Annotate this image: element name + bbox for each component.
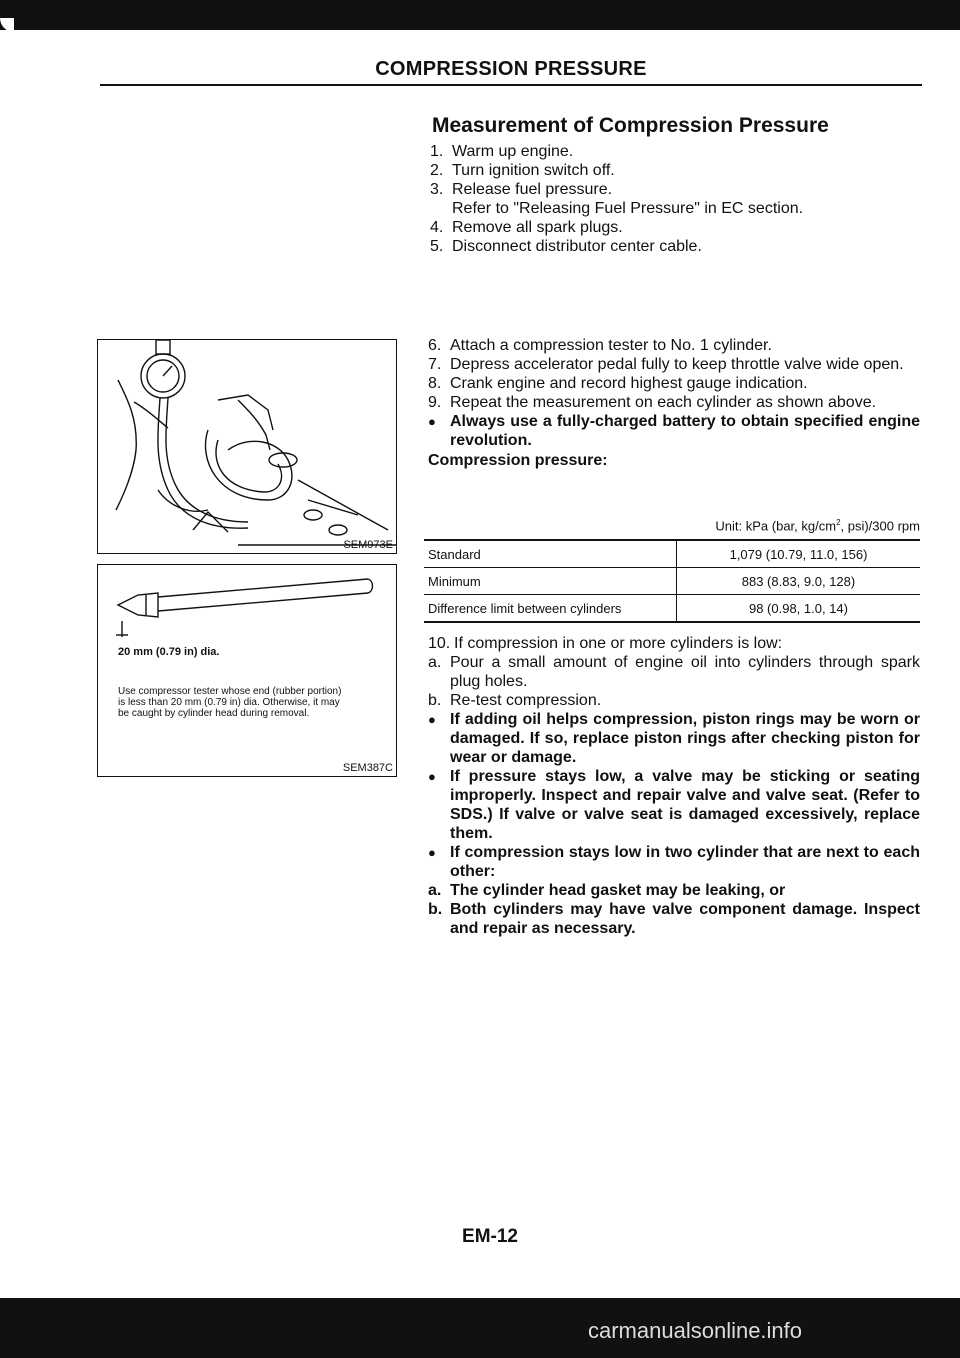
bullet-item: ● If compression stays low in two cylinder that are next to each other: (428, 844, 920, 880)
page-number: EM-12 (462, 1226, 518, 1247)
step-item: 10. If compression in one or more cylinders is low: (428, 635, 783, 652)
dimension-label: 20 mm (0.79 in) dia. (118, 646, 220, 658)
steps-list-2 (428, 336, 920, 470)
step-item: b. Both cylinders may have valve component damage. Inspect and repair as necessary. (428, 901, 920, 937)
compression-tester-figure (97, 339, 397, 554)
step-item: 9. Repeat the measurement on each cylinder as shown above. (428, 394, 877, 411)
step-item: 8. Crank engine and record highest gauge indication. (428, 375, 808, 392)
row-value: 1,079 (10.79, 11.0, 156) (677, 540, 921, 568)
step-item: b. Re-test compression. (428, 692, 602, 709)
step-item: 2. Turn ignition switch off. (430, 162, 615, 179)
page-title: COMPRESSION PRESSURE (375, 58, 647, 80)
step-item: 5. Disconnect distributor center cable. (430, 238, 702, 255)
watermark: carmanualsonline.info (588, 1318, 803, 1343)
compression-spec-table (424, 518, 920, 623)
steps-list-1 (430, 142, 910, 256)
step-item: a. The cylinder head gasket may be leaking, or (428, 882, 786, 899)
bottom-black-band (0, 1298, 960, 1358)
compression-tester-illustration (98, 340, 396, 553)
tester-tip-figure (97, 564, 397, 777)
title-rule (100, 84, 922, 86)
top-black-band (0, 0, 960, 30)
bullet-item: ● Always use a fully-charged battery to obtain specified engine revolution. (428, 413, 920, 449)
table-row (424, 540, 920, 568)
step-item: a. Pour a small amount of engine oil into cylinders through spark plug holes. (428, 654, 920, 690)
figure-code: SEM387C (342, 762, 393, 774)
steps-list-3 (428, 634, 920, 938)
row-value: 98 (0.98, 1.0, 14) (677, 595, 921, 623)
table-row (424, 595, 920, 623)
figure-note: Use compressor tester whose end (rubber portion) is less than 20 mm (0.79 in) dia. Otherwise, it may be caught by cylinder head during removal. (118, 686, 342, 719)
table-row (424, 568, 920, 595)
tester-tip-illustration (98, 565, 396, 645)
row-label: Minimum (424, 568, 677, 595)
unit-label: Unit: kPa (bar, $kg/cm^2$, psi)/300 rpm (715, 518, 920, 534)
section-heading: Measurement of Compression Pressure (432, 114, 829, 137)
step-item: 7. Depress accelerator pedal fully to keep throttle valve wide open. (428, 356, 904, 373)
row-label: Standard (424, 540, 677, 568)
row-label: Difference limit between cylinders (424, 595, 677, 623)
bullet-item: ● If adding oil helps compression, piston rings may be worn or damaged. If so, replace piston rings after checking piston for wear or damage. (428, 711, 920, 766)
step-item: 1. Warm up engine. (430, 143, 574, 160)
step-item: Refer to "Releasing Fuel Pressure" in EC section. (452, 200, 804, 217)
bullet-item: ● If pressure stays low, a valve may be sticking or seating improperly. Inspect and repair valve and valve seat. (Refer to SDS.) If valve or valve seat is damaged excessively, replace them. (428, 768, 920, 842)
step-item: 6. Attach a compression tester to No. 1 cylinder. (428, 337, 772, 354)
spec-label: Compression pressure: (428, 452, 608, 469)
step-item: 4. Remove all spark plugs. (430, 219, 623, 236)
step-item: 3. Release fuel pressure. (430, 181, 613, 198)
figure-code: SEM973E (343, 539, 393, 551)
row-value: 883 (8.83, 9.0, 128) (677, 568, 921, 595)
